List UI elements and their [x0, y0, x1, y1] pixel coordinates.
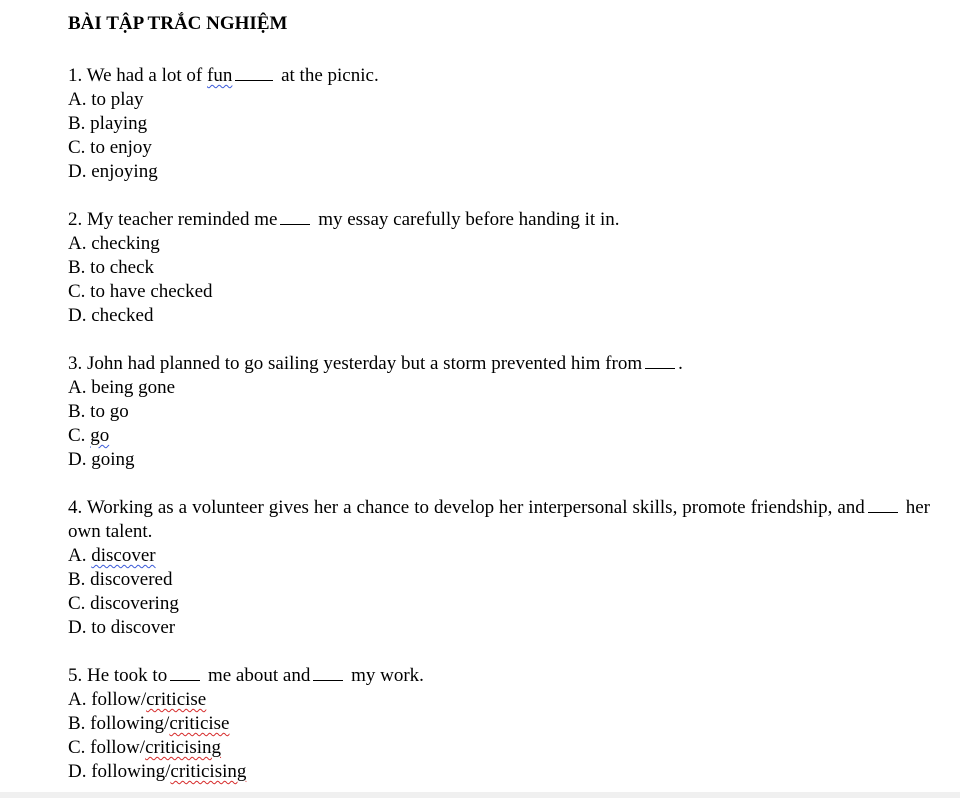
- stem-text: me about and: [203, 665, 311, 686]
- option-d: D. to discover: [68, 617, 176, 638]
- question-2-stem: [68, 208, 930, 232]
- question-4-stem: [68, 496, 930, 544]
- option-prefix: C. follow/: [68, 737, 146, 758]
- spell-flagged-word[interactable]: criticising: [170, 761, 247, 782]
- answer-blank: [280, 223, 310, 225]
- option-d: D. enjoying: [68, 161, 158, 182]
- stem-text: 5. He took to: [68, 665, 168, 686]
- spell-flagged-word[interactable]: discover: [91, 545, 156, 566]
- answer-blank: [645, 367, 675, 369]
- option-prefix: C.: [68, 425, 91, 446]
- spell-flagged-word[interactable]: criticise: [146, 689, 207, 710]
- option-d: [68, 760, 930, 784]
- stem-text: .: [678, 353, 683, 374]
- question-2: [68, 208, 930, 328]
- question-1-stem: [68, 64, 930, 88]
- option-d: D. going: [68, 449, 135, 470]
- page-bottom-edge: [0, 792, 960, 798]
- option-b: B. discovered: [68, 569, 173, 590]
- stem-text: 4. Working as a volunteer gives her a chance to develop her interpersonal skills, promote friendship, and: [68, 497, 865, 518]
- question-5: [68, 664, 930, 784]
- stem-text: at the picnic.: [276, 65, 379, 86]
- option-prefix: A. follow/: [68, 689, 147, 710]
- question-1: [68, 64, 930, 184]
- answer-blank: [235, 79, 273, 81]
- option-a: [68, 688, 930, 712]
- stem-text: 3. John had planned to go sailing yesterday but a storm prevented him from: [68, 353, 643, 374]
- option-c: [68, 736, 930, 760]
- answer-blank: [868, 511, 898, 513]
- option-d: D. checked: [68, 305, 154, 326]
- option-c: [68, 424, 930, 448]
- question-5-stem: [68, 664, 930, 688]
- option-prefix: A.: [68, 545, 92, 566]
- option-b: B. to check: [68, 257, 155, 278]
- option-a: A. checking: [68, 233, 160, 254]
- spell-flagged-word[interactable]: criticising: [145, 737, 222, 758]
- option-b: B. to go: [68, 401, 129, 422]
- stem-text: 2. My teacher reminded me: [68, 209, 278, 230]
- question-3: [68, 352, 930, 472]
- answer-blank: [313, 679, 343, 681]
- stem-text: her own talent.: [68, 497, 930, 542]
- question-3-stem: [68, 352, 930, 376]
- option-b: B. playing: [68, 113, 148, 134]
- option-a: A. to play: [68, 89, 144, 110]
- page-title: BÀI TẬP TRẮC NGHIỆM: [68, 13, 288, 34]
- option-c: C. to enjoy: [68, 137, 152, 158]
- answer-blank: [170, 679, 200, 681]
- option-c: C. to have checked: [68, 281, 213, 302]
- spell-flagged-word[interactable]: go: [90, 425, 110, 446]
- option-b: [68, 712, 930, 736]
- option-prefix: D. following/: [68, 761, 171, 782]
- question-4: [68, 496, 930, 640]
- spell-flagged-word[interactable]: fun: [207, 65, 233, 86]
- option-a: A. being gone: [68, 377, 176, 398]
- option-c: C. discovering: [68, 593, 179, 614]
- option-a: [68, 544, 930, 568]
- option-prefix: B. following/: [68, 713, 170, 734]
- stem-text: my work.: [346, 665, 424, 686]
- stem-text: 1. We had a lot of: [68, 65, 208, 86]
- spell-flagged-word[interactable]: criticise: [169, 713, 230, 734]
- stem-text: my essay carefully before handing it in.: [313, 209, 620, 230]
